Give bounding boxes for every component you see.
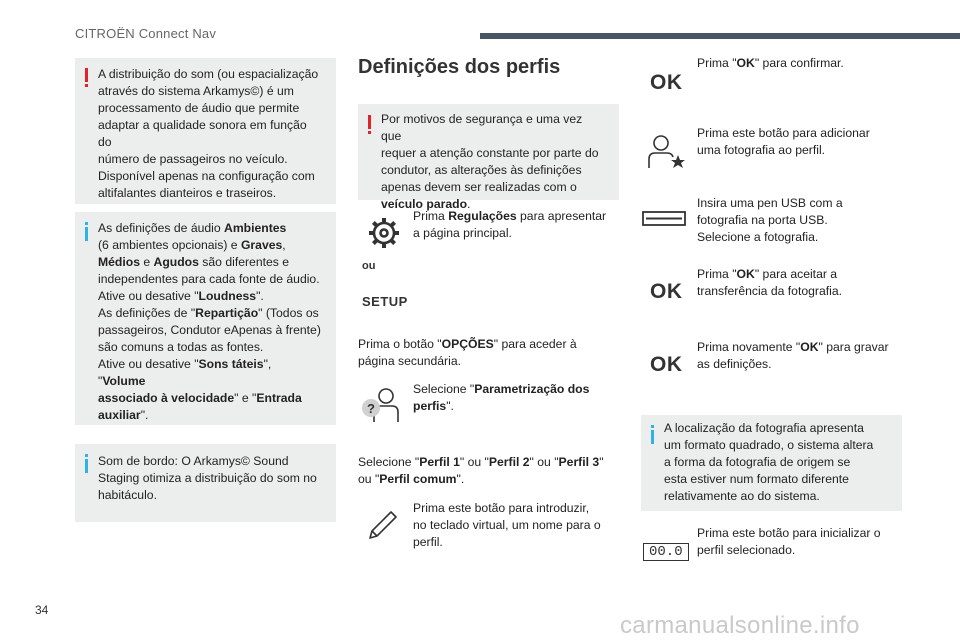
text-line: Prima este botão para inicializar o xyxy=(697,526,881,540)
step-add-photo xyxy=(697,125,870,159)
text-line: Som de bordo: O Arkamys© Sound xyxy=(98,454,289,468)
text-line: As definições de "Repartição" (Todos os xyxy=(98,306,319,320)
ok-icon: OK xyxy=(650,353,683,376)
step-name-profile xyxy=(413,500,601,551)
text-line: associado à velocidade" e "Entrada xyxy=(98,391,302,405)
text-line: página secundária. xyxy=(358,354,461,368)
text-line: as definições. xyxy=(697,357,772,371)
text-line: Selecione "Parametrização dos xyxy=(413,382,590,396)
usb-icon xyxy=(642,210,686,228)
text-line: altifalantes dianteiros e traseiros. xyxy=(98,186,277,200)
text-line: Médios e Agudos são diferentes e xyxy=(98,255,290,269)
text-line: Prima "OK" para aceitar a xyxy=(697,267,838,281)
text-line: no teclado virtual, um nome para o xyxy=(413,518,601,532)
text-line: Staging otimiza a distribuição do som no xyxy=(98,471,317,485)
info-text xyxy=(98,220,322,424)
text-line: Insira uma pen USB com a xyxy=(697,196,843,210)
text-line: passageiros, Condutor eApenas à frente) xyxy=(98,323,321,337)
text-line: adaptar a qualidade sonora em função do xyxy=(98,118,307,149)
text-line: Prima "OK" para confirmar. xyxy=(697,56,844,70)
profile-settings-icon xyxy=(360,384,402,426)
document-header-title: CITROËN Connect Nav xyxy=(75,26,217,41)
step-regulacoes xyxy=(413,208,606,242)
text-line: Disponível apenas na configuração com xyxy=(98,169,315,183)
text-line: As definições de áudio Ambientes xyxy=(98,221,287,235)
text-line: veículo parado. xyxy=(381,197,471,211)
info-box-sound-staging xyxy=(75,444,336,522)
text-line: esta estiver num formato diferente xyxy=(664,472,849,486)
text-line: fotografia na porta USB. xyxy=(697,213,828,227)
gear-icon xyxy=(367,216,401,250)
text-line: Selecione "Perfil 1" ou "Perfil 2" ou "Perfil 3" xyxy=(358,455,604,469)
page-number: 34 xyxy=(35,603,49,617)
text-line: número de passageiros no veículo. xyxy=(98,152,288,166)
ok-icon: OK xyxy=(650,280,683,303)
text-line: transferência da fotografia. xyxy=(697,284,842,298)
text-line: perfil selecionado. xyxy=(697,543,796,557)
text-line: processamento de áudio que permite xyxy=(98,101,300,115)
info-box-photo-format xyxy=(641,415,902,511)
info-icon xyxy=(651,430,654,444)
svg-text:?: ? xyxy=(367,401,375,416)
text-line: a forma da fotografia de origem se xyxy=(664,455,851,469)
text-line: Prima o botão "OPÇÕES" para aceder à xyxy=(358,337,577,351)
step-reset-profile xyxy=(697,525,881,559)
step-ok-confirm xyxy=(697,55,844,72)
text-line: independentes para cada fonte de áudio. xyxy=(98,272,320,286)
text-line: Prima novamente "OK" para gravar xyxy=(697,340,889,354)
text-line: uma fotografia ao perfil. xyxy=(697,143,826,157)
info-text xyxy=(98,453,322,504)
step-ok-save xyxy=(697,339,889,373)
text-line: habitáculo. xyxy=(98,488,157,502)
info-text xyxy=(664,420,888,505)
text-line: (6 ambientes opcionais) e Graves, xyxy=(98,238,286,252)
text-line: perfil. xyxy=(413,535,443,549)
ok-icon: OK xyxy=(650,71,683,94)
text-line: Prima este botão para introduzir, xyxy=(413,501,590,515)
step-insert-usb xyxy=(697,195,843,246)
step-select-profile xyxy=(358,454,604,488)
text-line: um formato quadrado, o sistema altera xyxy=(664,438,874,452)
text-line: Por motivos de segurança e uma vez que xyxy=(381,112,583,143)
warning-box-safety xyxy=(358,104,619,211)
warning-text xyxy=(381,111,605,213)
section-title: Definições dos perfis xyxy=(358,56,561,78)
or-label: ou xyxy=(362,260,376,272)
info-icon xyxy=(85,227,88,241)
text-line: relativamente ao do sistema. xyxy=(664,489,820,503)
pencil-icon xyxy=(364,506,402,544)
warning-box-sound-distribution xyxy=(75,58,336,204)
text-line: apenas devem ser realizadas com o xyxy=(381,180,577,194)
text-line: são comuns a todas as fontes. xyxy=(98,340,264,354)
text-line: ou "Perfil comum". xyxy=(358,472,465,486)
step-parametrizacao xyxy=(413,381,589,415)
warning-text xyxy=(98,66,322,202)
text-line: através do sistema Arkamys©) é um xyxy=(98,84,294,98)
setup-button-icon: SETUP xyxy=(362,294,408,309)
text-line: condutor, as alterações às definições xyxy=(381,163,582,177)
step-ok-transfer xyxy=(697,266,842,300)
text-line: Selecione a fotografia. xyxy=(697,230,819,244)
info-box-audio-settings xyxy=(75,212,336,425)
info-icon xyxy=(85,459,88,473)
warning-icon xyxy=(85,68,88,82)
text-line: a página principal. xyxy=(413,226,512,240)
text-line: Prima este botão para adicionar xyxy=(697,126,870,140)
text-line: Prima Regulações para apresentar xyxy=(413,209,607,223)
add-photo-icon xyxy=(645,133,687,171)
text-line: Ative ou desative "Sons táteis", "Volume xyxy=(98,357,272,388)
text-line: auxiliar". xyxy=(98,408,149,422)
warning-icon xyxy=(368,115,371,129)
text-line: A localização da fotografia apresenta xyxy=(664,421,864,435)
step-opcoes xyxy=(358,336,577,370)
text-line: requer a atenção constante por parte do xyxy=(381,146,599,160)
text-line: perfis". xyxy=(413,399,454,413)
header-bar xyxy=(480,33,960,39)
text-line: A distribuição do som (ou espacialização xyxy=(98,67,319,81)
watermark: carmanualsonline.info xyxy=(620,612,860,639)
text-line: Ative ou desative "Loudness". xyxy=(98,289,264,303)
reset-counter-icon: 00.0 xyxy=(643,543,689,561)
